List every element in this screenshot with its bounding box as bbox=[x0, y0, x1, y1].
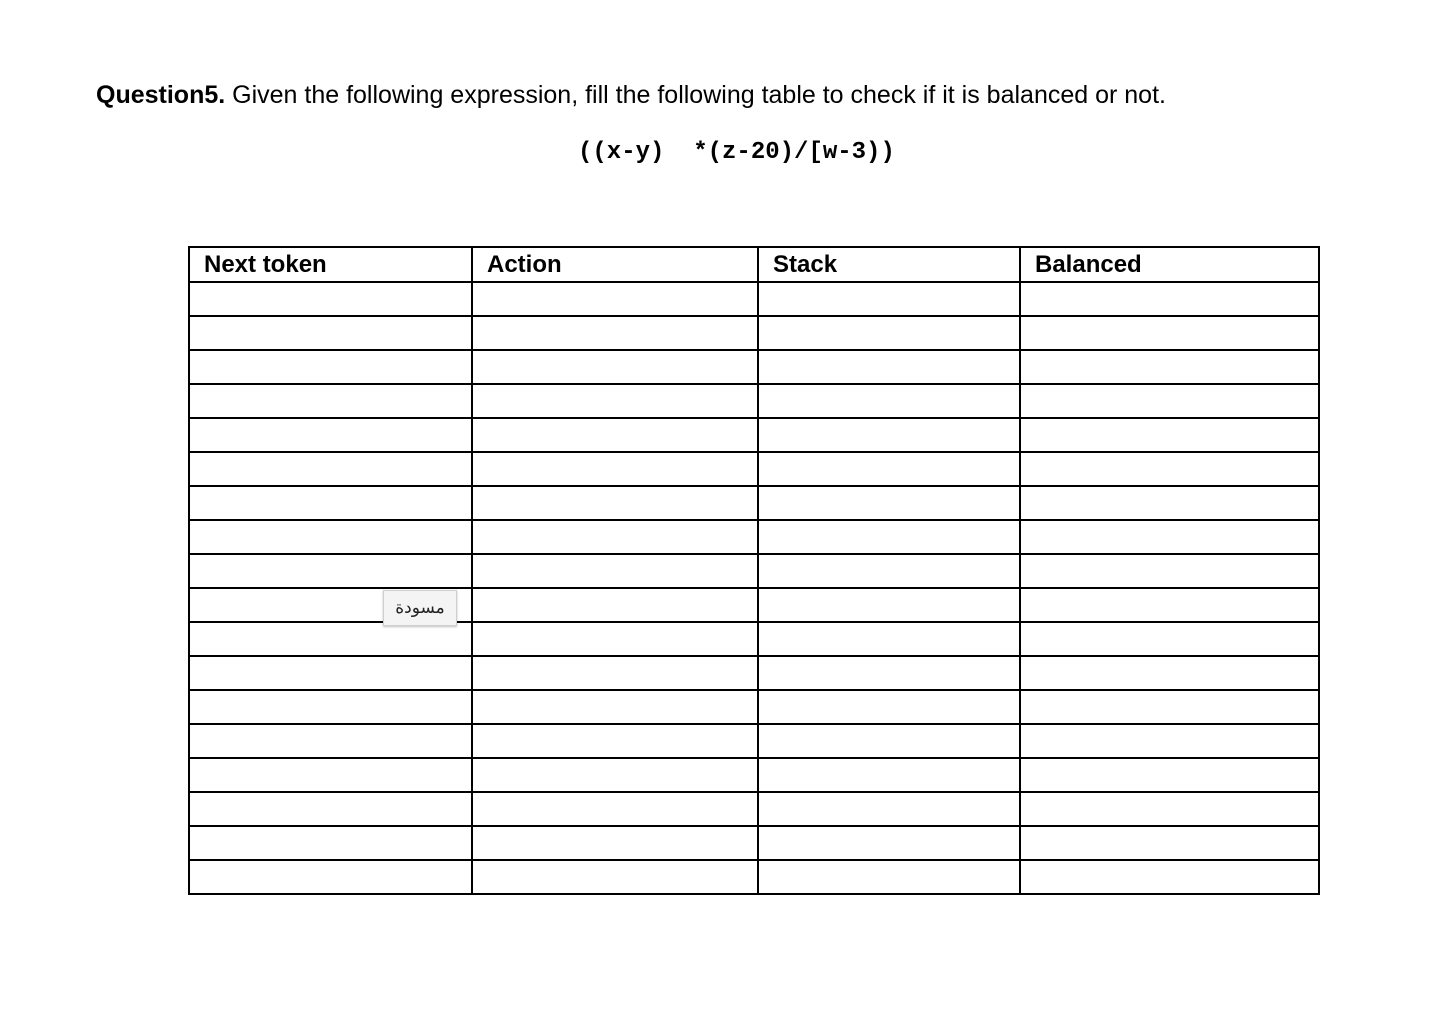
cell-stack[interactable] bbox=[758, 316, 1020, 350]
cell-next-token[interactable] bbox=[189, 554, 472, 588]
cell-action[interactable] bbox=[472, 418, 758, 452]
cell-action[interactable] bbox=[472, 520, 758, 554]
cell-next-token[interactable] bbox=[189, 724, 472, 758]
cell-stack[interactable] bbox=[758, 724, 1020, 758]
balance-table bbox=[188, 246, 1320, 895]
cell-balanced[interactable] bbox=[1020, 860, 1319, 894]
cell-next-token[interactable] bbox=[189, 690, 472, 724]
cell-stack[interactable] bbox=[758, 860, 1020, 894]
expression: ((x-y) *(z-20)/[w-3)) bbox=[578, 139, 895, 166]
cell-stack[interactable] bbox=[758, 588, 1020, 622]
cell-balanced[interactable] bbox=[1020, 316, 1319, 350]
table-body bbox=[189, 282, 1319, 894]
cell-action[interactable] bbox=[472, 758, 758, 792]
cell-balanced[interactable] bbox=[1020, 452, 1319, 486]
cell-stack[interactable] bbox=[758, 520, 1020, 554]
cell-next-token[interactable] bbox=[189, 622, 472, 656]
header-balanced: Balanced bbox=[1020, 247, 1319, 282]
cell-next-token[interactable] bbox=[189, 350, 472, 384]
cell-balanced[interactable] bbox=[1020, 486, 1319, 520]
cell-balanced[interactable] bbox=[1020, 622, 1319, 656]
table-row bbox=[189, 826, 1319, 860]
cell-stack[interactable] bbox=[758, 384, 1020, 418]
cell-action[interactable] bbox=[472, 860, 758, 894]
table-row bbox=[189, 758, 1319, 792]
table-row bbox=[189, 520, 1319, 554]
cell-balanced[interactable] bbox=[1020, 690, 1319, 724]
cell-action[interactable] bbox=[472, 656, 758, 690]
cell-action[interactable] bbox=[472, 588, 758, 622]
table-row bbox=[189, 792, 1319, 826]
cell-stack[interactable] bbox=[758, 826, 1020, 860]
cell-action[interactable] bbox=[472, 622, 758, 656]
cell-next-token[interactable] bbox=[189, 316, 472, 350]
table-row bbox=[189, 452, 1319, 486]
cell-next-token[interactable] bbox=[189, 486, 472, 520]
cell-stack[interactable] bbox=[758, 622, 1020, 656]
cell-next-token[interactable] bbox=[189, 384, 472, 418]
cell-balanced[interactable] bbox=[1020, 384, 1319, 418]
table-row bbox=[189, 690, 1319, 724]
cell-stack[interactable] bbox=[758, 554, 1020, 588]
cell-action[interactable] bbox=[472, 690, 758, 724]
table-row bbox=[189, 316, 1319, 350]
table-row bbox=[189, 350, 1319, 384]
cell-next-token[interactable] bbox=[189, 826, 472, 860]
cell-stack[interactable] bbox=[758, 656, 1020, 690]
cell-next-token[interactable] bbox=[189, 452, 472, 486]
cell-balanced[interactable] bbox=[1020, 520, 1319, 554]
cell-action[interactable] bbox=[472, 452, 758, 486]
cell-balanced[interactable] bbox=[1020, 588, 1319, 622]
cell-next-token[interactable] bbox=[189, 520, 472, 554]
cell-stack[interactable] bbox=[758, 486, 1020, 520]
header-next-token: Next token bbox=[189, 247, 472, 282]
cell-action[interactable] bbox=[472, 486, 758, 520]
cell-next-token[interactable] bbox=[189, 656, 472, 690]
cell-balanced[interactable] bbox=[1020, 792, 1319, 826]
cell-next-token[interactable] bbox=[189, 282, 472, 316]
cell-action[interactable] bbox=[472, 282, 758, 316]
cell-next-token[interactable] bbox=[189, 860, 472, 894]
cell-balanced[interactable] bbox=[1020, 656, 1319, 690]
cell-action[interactable] bbox=[472, 826, 758, 860]
cell-balanced[interactable] bbox=[1020, 554, 1319, 588]
cell-next-token[interactable] bbox=[189, 588, 472, 622]
question-body: Given the following expression, fill the following table to check if it is balanced or not. bbox=[225, 81, 1166, 109]
table-row bbox=[189, 622, 1319, 656]
cell-action[interactable] bbox=[472, 792, 758, 826]
table-row bbox=[189, 554, 1319, 588]
draft-tag: مسودة bbox=[383, 590, 457, 626]
cell-balanced[interactable] bbox=[1020, 350, 1319, 384]
cell-next-token[interactable] bbox=[189, 792, 472, 826]
cell-balanced[interactable] bbox=[1020, 826, 1319, 860]
cell-balanced[interactable] bbox=[1020, 724, 1319, 758]
question-label: Question5. bbox=[96, 81, 226, 109]
cell-stack[interactable] bbox=[758, 792, 1020, 826]
table-row bbox=[189, 282, 1319, 316]
table-row bbox=[189, 418, 1319, 452]
cell-stack[interactable] bbox=[758, 282, 1020, 316]
cell-stack[interactable] bbox=[758, 452, 1020, 486]
cell-balanced[interactable] bbox=[1020, 758, 1319, 792]
table-row bbox=[189, 384, 1319, 418]
cell-action[interactable] bbox=[472, 724, 758, 758]
table-row bbox=[189, 724, 1319, 758]
cell-action[interactable] bbox=[472, 384, 758, 418]
header-stack: Stack bbox=[758, 247, 1020, 282]
cell-stack[interactable] bbox=[758, 350, 1020, 384]
cell-action[interactable] bbox=[472, 554, 758, 588]
table-row bbox=[189, 588, 1319, 622]
table-row bbox=[189, 860, 1319, 894]
table-row bbox=[189, 486, 1319, 520]
cell-stack[interactable] bbox=[758, 690, 1020, 724]
cell-next-token[interactable] bbox=[189, 758, 472, 792]
cell-balanced[interactable] bbox=[1020, 282, 1319, 316]
cell-stack[interactable] bbox=[758, 418, 1020, 452]
cell-action[interactable] bbox=[472, 350, 758, 384]
cell-action[interactable] bbox=[472, 316, 758, 350]
cell-stack[interactable] bbox=[758, 758, 1020, 792]
header-row bbox=[189, 247, 1319, 282]
cell-balanced[interactable] bbox=[1020, 418, 1319, 452]
table-row bbox=[189, 656, 1319, 690]
cell-next-token[interactable] bbox=[189, 418, 472, 452]
header-action: Action bbox=[472, 247, 758, 282]
question-text bbox=[96, 78, 1166, 112]
